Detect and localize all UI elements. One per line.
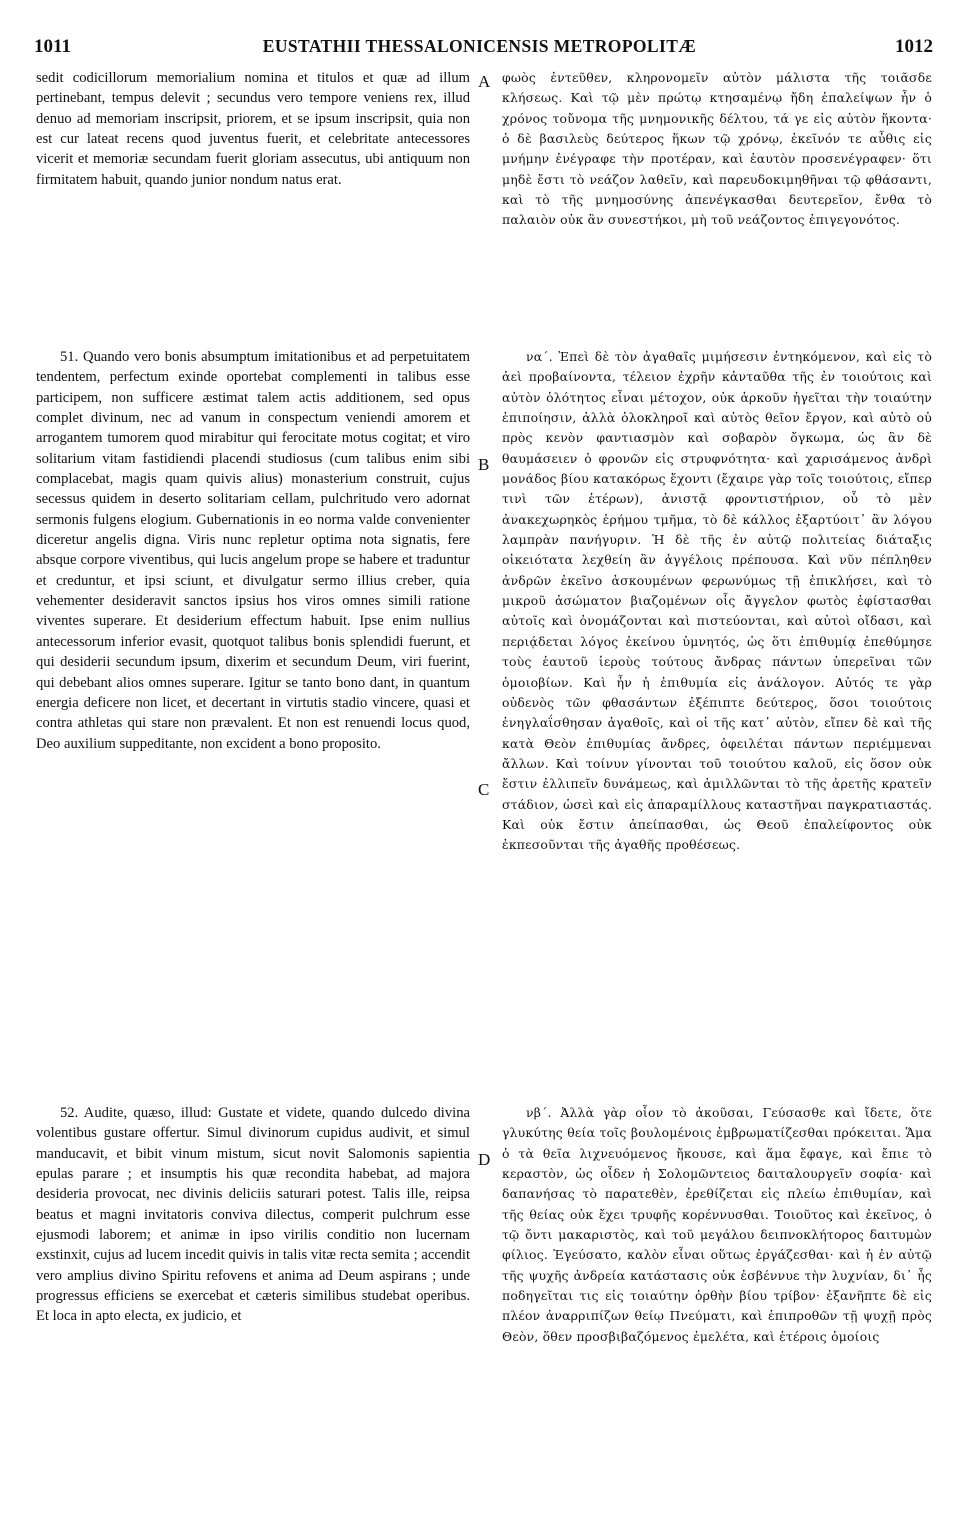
- running-title: EUSTATHII THESSALONICENSIS METROPOLITÆ: [262, 36, 697, 56]
- margin-letter-d: D: [478, 1150, 491, 1169]
- greek-paragraph-51: να΄. Ἐπεὶ δὲ τὸν ἀγαθαῖς μιμήσεσιν ἐντηκόμενον, καὶ εἰς τὸ ἀεὶ προβαίνοντα, τέλειον ἐχρῆν κἀνταῦθα τῆς ἐν τοιούτοις καὶ αὐτὸν ὁλότητος εἶναι μέτοχον, οὐκ ἀρκοῦν ἡγεῖται τὴν τοιαύτην ἐπιποίησιν, ἀλλὰ ὁλοκληροῖ καὶ αὐτὸς θεῖον ἔργον, καὶ αὐτὸ οὐ πρὸς κενὸν φαντιασμὸν καὶ σοβαρὸν ὄγκωμα, ὡς ἂν δὲ θαυμάσειεν ὁ φρονῶν εἰς στρυφνότητα· καὶ χαρισάμενος ἀνδρὶ μονάδος βίου κατακόρως ἔχοντι (ἔχαιρε γὰρ τοῖς τοιούτοις, εἴπερ τινὶ τῶν ἑτέρων), ἀνιστᾷ φροντιστήριον, οὗ τὸ μὲν ἀνακεχωρηκὸς ἐρήμου τμῆμα, τὸ δὲ κάλλος ἐξαρτύοιτ᾽ ἂν λόγου λαμπρὰν πανήγυριν. Ἡ δὲ τῆς ἐν αὐτῷ πολιτείας διάταξις οἰκειότατα λεχθείη ἂν ἀγγέλοις πρέπουσα. Καὶ νῦν πέπληθεν ἀνδρῶν ἐκεῖνο ἀσκουμένων φερωνύμως τῇ ἐπικλήσει, καὶ τὸ μικροῦ ἀσώματον βιαζομένων οἷς ἄγγελον φωτὸς ἐφίστασθαι αὐτοῖς καὶ ὀνομάζονται καὶ πιστεύονται, καὶ αὐτοὶ οἴδασι, καὶ περιᾴδεται λόγος ἐκείνου ὑμνητός, ὡς ὅτι ἐπιθυμίᾳ ἐπεθύμησε τοὺς ἑαυτοῦ ἱεροὺς τούτους ἄνδρας πάντων ὑπερεῖναι τῶν ὁμοιοβίων. Καὶ ἦν ἡ ἐπιθυμία εἰς ἀνάλογον. Αὐτός τε γὰρ οὐδενὸς τῶν φθασάντων ἐξέπιπτε δεύτερος, ὅσοι τοιούτοις ἐνηγλαΐσθησαν ἀγαθοῖς, καὶ οἱ τῆς κατ᾽ αὐτὸν, εἴπεν δὲ καὶ τῆς κατὰ Θεὸν ἐπιθυμίας ἄνδρες, ὀφειλέται πάντων περιέμμεναι ἄλλων. Καὶ τοίνυν γίνονται τοῦ τοιούτου καλοῦ, εἰς ὅσον οὐκ ἔστιν ἐλλιπεῖν δυνάμεως, καὶ ἁμιλλῶνται τὸ τῆς ἀρετῆς κρατεῖν στάδιον, ὡσεὶ καὶ εἰς ἀπαραμίλλους καταστῆναι παγκρατιαστάς. Καὶ οὐκ ἔστιν ἀπείπασθαι, ὡς Θεοῦ ἐπαλείφοντος οὐκ ἐκπεσοῦνται τῆς ἀγαθῆς προθέσεως.: [502, 349, 932, 853]
- greek-paragraph-intro: φωὸς ἐντεῦθεν, κληρονομεῖν αὐτὸν μάλιστα τῆς τοιᾶσδε κλήσεως. Καὶ τῷ μὲν πρώτῳ κτησαμένῳ ἤδη ἐπαλείψων ἦν ὁ χρόνος τοὔνομα τῆς μνημονικῆς δέλτου, τά γε εἰς αὐτὸν ἥκοντα· ὁ δὲ βασιλεὺς δεύτερος ἥκων τῷ χρόνῳ, ἐκεῖνόν τε αὖθις εἰς μνήμην ἐνέγραφε τὴν προτέραν, καὶ ἑαυτὸν προσενέγραφεν· ὅτι μηδὲ ἔστι τὸ νεάζον λαθεῖν, καὶ παρευδοκιμηθῆναι τῷ φθάσαντι, καὶ τὸ τῆς μνημοσύνης ἀπενέγκασθαι δευτερεῖον, ἔνθα τὸ παλαιὸν οὐκ ἂν συνεστήκοι, μὴ τοῦ νεάζοντος ἐπιγεγονότος.: [502, 70, 932, 228]
- latin-paragraph-intro: sedit codicillorum memorialium nomina et titulos et quæ ad illum pertinebant, tempus delevit ; secundus vero tempore veniens rex, illud denuo ad memoriam inscripsit, priorem, et se ipsum inscripsit, quia non est cur lateat recens quod juventus fuerit, et celebritate antecessores vicerit et memoriæ secundam fuerit gloriam assecutus, ubi antiquum non firmitatem habuit, quando junior nondum natus erat.: [36, 70, 470, 188]
- margin-letter-c: C: [478, 780, 490, 799]
- running-header: [24, 36, 935, 60]
- margin-letter-a: A: [478, 72, 491, 91]
- page-number-left: 1011: [34, 36, 71, 57]
- latin-paragraph-52: 52. Audite, quæso, illud: Gustate et videte, quando dulcedo divina volentibus gustare offertur. Simul divinorum cupidus audivit, et simul manducavit, et bibit vinum mistum, sicut novit Salomonis sapientia epulas parare ; et insumptis his quæ recondita habebat, ad majora desideria provocat, nec divinis deliciis saturari potest. Talis ille, reipsa beatus et magni invitatoris conviva dilectus, comperit pulchrum esse ejusmodi laborem; et animæ in ipso virilis conditio non lucernam exstinxit, cujus ad lucem incedit quivis in talis vitæ recta semita ; accendit vero amplius divino Spiritu refovens et anima ad Deum aspirans ; unde progressus efficiens se exercebat et cæteris similibus studebat operibus. Et loca in apto electa, ex judicio, et: [36, 1105, 470, 1325]
- page-number-right: 1012: [895, 36, 933, 57]
- latin-paragraph-51: 51. Quando vero bonis absumptum imitationibus et ad perpetuitatem tendentem, perfectum exinde oportebat complementi in talibus esse participem, non sufficere æstimat talem actis additionem, sed opus complet divinum, nec ad vanum in conspectum veniendi amorem et arrogantem tumorem quod mirabitur qui ferocitate motus cogitat; et viro solitarium vitam fastidiendi placendi studiosus (cum talibus enim sibi complacebat, magis quam quivis alius) monasterium construit, cujus secessus quidem in deserto solitariam cellam, pulchritudo vero adornat sermonis fulgens elogium. Gubernationis in eo norma valde convenienter diceretur angelis digna. Viris nunc repletur optima nota signatis, fere absque corpore viventibus, qui lucis angelum prope se habere et traduntur et creduntur, et ipsi sciunt, et divulgatur sermo illius creber, quia vehementer desideravit sanctos ipsius hos viros omnes simili ratione viventes superare. Et desiderium effectum habuit. Ipse enim nullius antecessorum inferior evasit, quotquot talibus bonis splendidi fuerunt, et qui desiderii secundum ipsum, dixerim et secundum Deum, viri fuerint, qui debebant alios omnes superare. Igitur se tanto bono dant, in quantum energia deficere non licet, et decertant in virtutis stadio vincere, quasi et contra athletas qui stare non prævalent. Et non est renuendi locus quod, Deo auxilium suppeditante, non excident a bono proposito.: [36, 349, 470, 752]
- greek-paragraph-52: νβ΄. Ἀλλὰ γὰρ οἷον τὸ ἀκοῦσαι, Γεύσασθε καὶ ἴδετε, ὅτε γλυκύτης θεία τοῖς βουλομένοις ἐμβρωματίζεσθαι πρόκειται. Ἅμα ὁ τὰ θεῖα λιχνευόμενος ἤκουσε, καὶ ἅμα ἔφαγε, καὶ ἔπιε τὸ κεραστὸν, ὡς οἶδεν ἡ Σολομῶντειος δαιταλουργεῖν σοφία· καὶ δαπανήσας τὸ παρατεθὲν, ἐρεθίζεται εἰς πλείω ἐπιθυμίαν, καὶ τῆς θείας οὐκ ἔχει τρυφῆς κορέννυσθαι. Τοιοῦτος καὶ ἐκεῖνος, ὁ τῷ ὄντι μακαριστὸς, καὶ τοῦ μεγάλου δειπνοκλήτορος δαιτυμὼν φίλιος. Ἐγεύσατο, καλὸν εἶναι οὕτως ἐργάζεσθαι· καὶ ἡ ἐν αὐτῷ τῆς ψυχῆς ἀνδρεία κατάστασις οὐκ ἐσβέννυε τὴν λυχνίαν, δι᾽ ἧς ποδηγεῖται τις εἰς τοιαύτην ὀρθὴν βίου τρίβον· ἐξανῆπτε δὲ εἰς πλέον ἀναρριπίζων θείῳ Πνεύματι, καὶ ἐπιπροθῶν τῇ ψυχῇ πρὸς Θεὸν, ὅθεν προσβιβαζόμενος ἐμελέτα, καὶ ἑτέροις ὁμοίοις: [502, 1105, 932, 1344]
- margin-letter-b: B: [478, 455, 490, 474]
